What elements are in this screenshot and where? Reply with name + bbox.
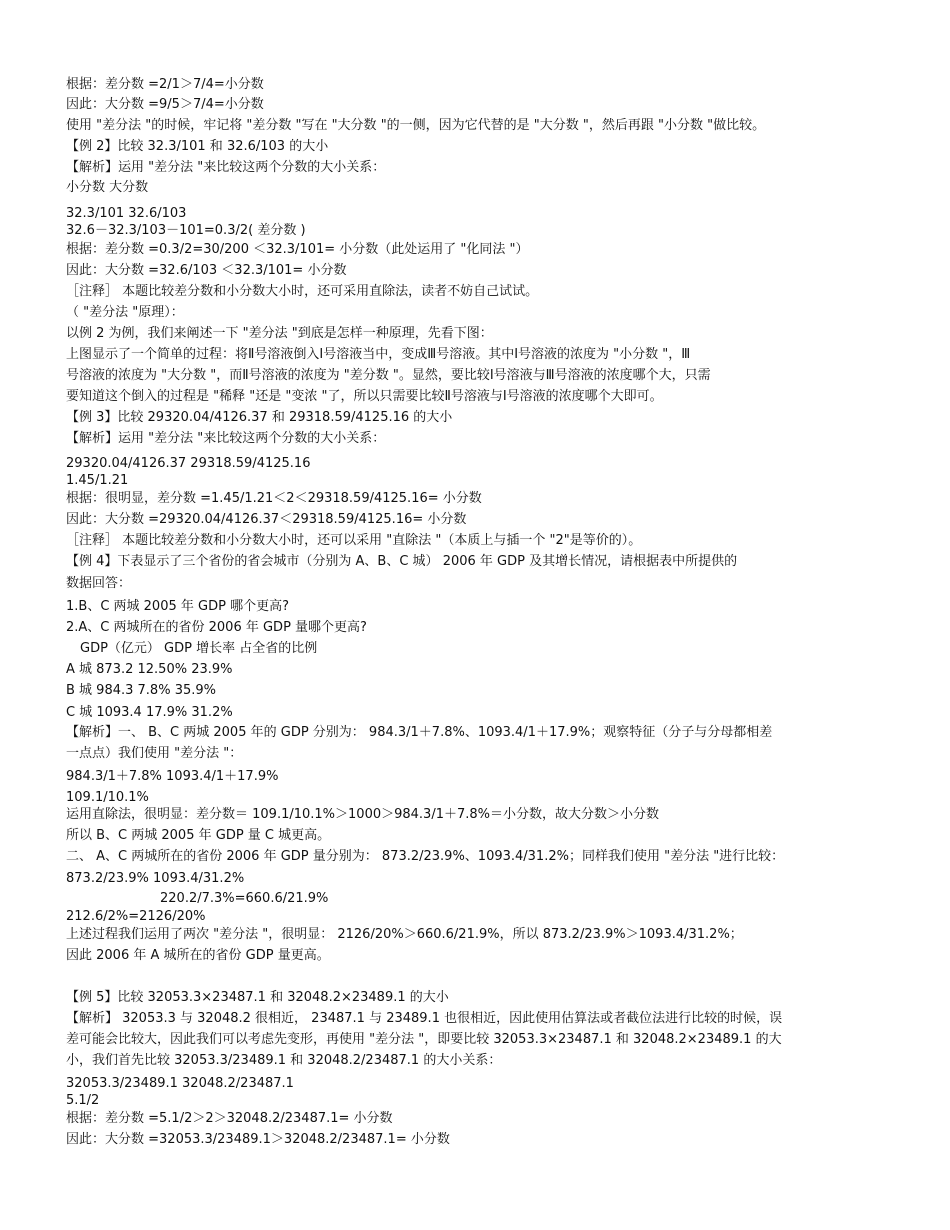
example-heading: 【例 4】下表显示了三个省份的省会城市（分别为 A、B、C 城） 2006 年 GDP 及其增长情况，请根据表中所提供的 <box>66 554 738 569</box>
table-row: A 城 873.2 12.50% 23.9% <box>66 662 233 677</box>
text-line: 32053.3/23489.1 32048.2/23487.1 <box>66 1076 294 1091</box>
text-line: 【解析】 32053.3 与 32048.2 很相近， 23487.1 与 23489.1 也很相近，因此使用估算法或者截位法进行比较的时候，误 <box>66 1011 783 1026</box>
table-row: B 城 984.3 7.8% 35.9% <box>66 683 216 698</box>
text-line: 【解析】一、 B、C 两城 2005 年的 GDP 分别为： 984.3/1＋7.8%、1093.4/1＋17.9%；观察特征（分子与分母都相差 <box>66 725 773 740</box>
note-line: ［注释］ 本题比较差分数和小分数大小时，还可以采用 "直除法 "（本质上与插一个 "2"是等价的）。 <box>66 533 642 548</box>
text-line: 差可能会比较大，因此我们可以考虑先变形，再使用 "差分法 "，即要比较 32053.3×23487.1 和 32048.2×23489.1 的大 <box>66 1032 782 1047</box>
text-line: 32.6－32.3/103－101=0.3/2( 差分数 ) <box>66 223 306 238</box>
text-line: 因此 2006 年 A 城所在的省份 GDP 量更高。 <box>66 948 330 963</box>
question-line: 1.B、C 两城 2005 年 GDP 哪个更高? <box>66 599 289 614</box>
text-line: （ "差分法 "原理）： <box>66 305 184 320</box>
example-heading: 【例 3】比较 29320.04/4126.37 和 29318.59/4125.16 的大小 <box>66 410 453 425</box>
text-line: 运用直除法，很明显：差分数＝ 109.1/10.1%＞1000＞984.3/1＋7.8%＝小分数，故大分数＞小分数 <box>66 807 660 822</box>
text-line: 号溶液的浓度为 "大分数 "，而Ⅱ号溶液的浓度为 "差分数 "。显然，要比较Ⅰ号溶液与Ⅲ号溶液的浓度哪个大，只需 <box>66 368 711 383</box>
text-line: 因此：大分数 =32.6/103 ＜32.3/101= 小分数 <box>66 263 347 278</box>
text-line: 二、 A、C 两城所在的省份 2006 年 GDP 量分别为： 873.2/23.9%、1093.4/31.2%；同样我们使用 "差分法 "进行比较： <box>66 849 785 864</box>
text-line: 根据：差分数 =5.1/2＞2＞32048.2/23487.1= 小分数 <box>66 1111 393 1126</box>
text-line: 使用 "差分法 "的时候，牢记将 "差分数 "写在 "大分数 "的一侧，因为它代替的是 "大分数 "，然后再跟 "小分数 "做比较。 <box>66 118 766 133</box>
text-line: 109.1/10.1% <box>66 790 149 805</box>
text-line: 因此：大分数 =9/5＞7/4=小分数 <box>66 97 264 112</box>
text-line: 【解析】运用 "差分法 "来比较这两个分数的大小关系： <box>66 431 386 446</box>
text-line: 212.6/2%=2126/20% <box>66 909 206 924</box>
text-line: 上图显示了一个简单的过程：将Ⅱ号溶液倒入Ⅰ号溶液当中，变成Ⅲ号溶液。其中Ⅰ号溶液的浓度为 "小分数 "，Ⅲ <box>66 347 691 362</box>
text-line: 根据：差分数 =0.3/2=30/200 ＜32.3/101= 小分数（此处运用了 "化同法 "） <box>66 242 529 257</box>
text-line: 因此：大分数 =32053.3/23489.1＞32048.2/23487.1= 小分数 <box>66 1132 450 1147</box>
table-header: GDP（亿元） GDP 增长率 占全省的比例 <box>80 641 318 656</box>
text-line: 29320.04/4126.37 29318.59/4125.16 <box>66 456 311 471</box>
text-line: 所以 B、C 两城 2005 年 GDP 量 C 城更高。 <box>66 828 331 843</box>
text-line: 984.3/1＋7.8% 1093.4/1＋17.9% <box>66 769 279 784</box>
text-line: 【解析】运用 "差分法 "来比较这两个分数的大小关系： <box>66 160 386 175</box>
table-row: C 城 1093.4 17.9% 31.2% <box>66 705 233 720</box>
question-line: 2.A、C 两城所在的省份 2006 年 GDP 量哪个更高? <box>66 620 367 635</box>
text-line: 220.2/7.3%=660.6/21.9% <box>160 891 329 906</box>
text-line: 根据：很明显，差分数 =1.45/1.21＜2＜29318.59/4125.16= 小分数 <box>66 491 482 506</box>
text-line: 因此：大分数 =29320.04/4126.37＜29318.59/4125.16= 小分数 <box>66 512 467 527</box>
text-line: 873.2/23.9% 1093.4/31.2% <box>66 871 245 886</box>
text-line: 小，我们首先比较 32053.3/23489.1 和 32048.2/23487.1 的大小关系： <box>66 1053 502 1068</box>
text-line: 1.45/1.21 <box>66 473 129 488</box>
text-line: 根据：差分数 =2/1＞7/4=小分数 <box>66 77 264 92</box>
text-line: 要知道这个倒入的过程是 "稀释 "还是 "变浓 "了，所以只需要比较Ⅱ号溶液与Ⅰ号溶液的浓度哪个大即可。 <box>66 389 663 404</box>
text-line: 小分数 大分数 <box>66 180 149 195</box>
text-line: 5.1/2 <box>66 1093 100 1108</box>
text-line: 上述过程我们运用了两次 "差分法 "，很明显： 2126/20%＞660.6/21.9%，所以 873.2/23.9%＞1093.4/31.2%； <box>66 927 743 942</box>
text-line: 一点点）我们使用 "差分法 "： <box>66 746 243 761</box>
text-line: 32.3/101 32.6/103 <box>66 206 187 221</box>
example-heading: 【例 2】比较 32.3/101 和 32.6/103 的大小 <box>66 139 329 154</box>
text-line: 数据回答： <box>66 576 132 591</box>
example-heading: 【例 5】比较 32053.3×23487.1 和 32048.2×23489.1 的大小 <box>66 990 449 1005</box>
note-line: ［注释］ 本题比较差分数和小分数大小时，还可采用直除法，读者不妨自己试试。 <box>66 284 539 299</box>
text-line: 以例 2 为例，我们来阐述一下 "差分法 "到底是怎样一种原理，先看下图： <box>66 326 493 341</box>
